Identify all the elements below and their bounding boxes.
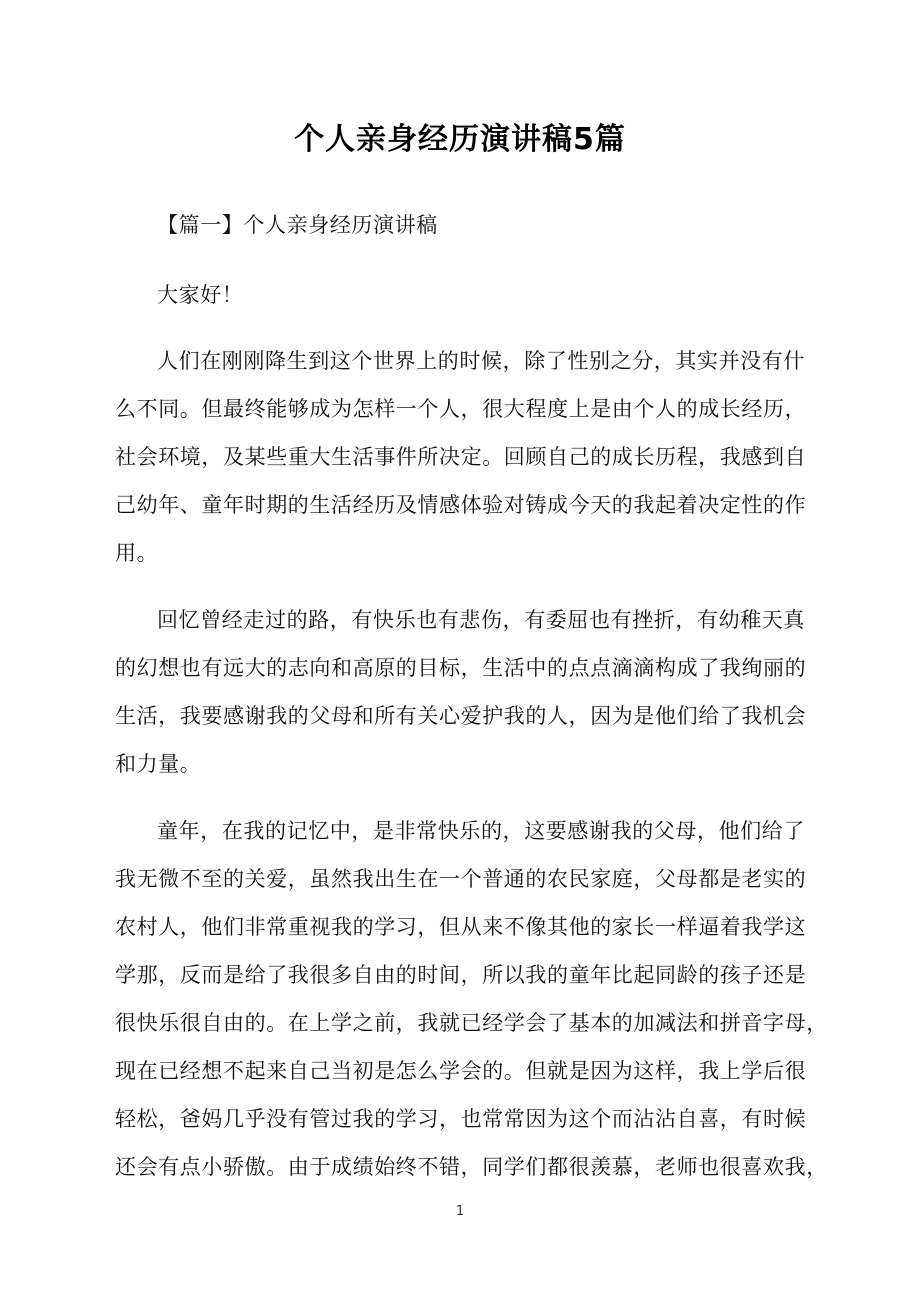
paragraph-line: 回忆曾经走过的路，有快乐也有悲伤，有委屈也有挫折，有幼稚天真 <box>157 608 805 632</box>
document-title: 个人亲身经历演讲稿5篇 <box>294 122 626 157</box>
paragraph-line: 还会有点小骄傲。由于成绩始终不错，同学们都很羡慕，老师也很喜欢我， <box>115 1155 828 1179</box>
paragraph-line: 童年，在我的记忆中，是非常快乐的，这要感谢我的父母，他们给了 <box>157 819 805 843</box>
page-number: 1 <box>455 1204 465 1219</box>
section-heading: 【篇一】个人亲身经历演讲稿 <box>157 213 438 237</box>
paragraph-line: 社会环境，及某些重大生活事件所决定。回顾自己的成长历程，我感到自 <box>115 445 807 469</box>
greeting: 大家好！ <box>157 283 244 307</box>
paragraph-line: 用。 <box>115 541 159 565</box>
paragraph-line: 轻松，爸妈几乎没有管过我的学习，也常常因为这个而沾沾自喜，有时候 <box>115 1107 807 1131</box>
paragraph-line: 我无微不至的关爱，虽然我出生在一个普通的农民家庭，父母都是老实的 <box>115 867 807 891</box>
paragraph-line: 现在已经想不起来自己当初是怎么学会的。但就是因为这样，我上学后很 <box>115 1059 807 1083</box>
paragraph-line: 农村人，他们非常重视我的学习，但从来不像其他的家长一样逼着我学这 <box>115 915 807 939</box>
paragraph-line: 么不同。但最终能够成为怎样一个人，很大程度上是由个人的成长经历， <box>115 397 807 421</box>
paragraph-line: 己幼年、童年时期的生活经历及情感体验对铸成今天的我起着决定性的作 <box>115 493 807 517</box>
paragraph-line: 的幻想也有远大的志向和高原的目标，生活中的点点滴滴构成了我绚丽的 <box>115 656 807 680</box>
paragraph-line: 和力量。 <box>115 752 202 776</box>
paragraph-line: 很快乐很自由的。在上学之前，我就已经学会了基本的加减法和拼音字母， <box>115 1011 828 1035</box>
paragraph-line: 生活，我要感谢我的父母和所有关心爱护我的人，因为是他们给了我机会 <box>115 704 807 728</box>
paragraph-line: 学那，反而是给了我很多自由的时间，所以我的童年比起同龄的孩子还是 <box>115 963 807 987</box>
paragraph-line: 人们在刚刚降生到这个世界上的时候，除了性别之分，其实并没有什 <box>157 349 805 373</box>
